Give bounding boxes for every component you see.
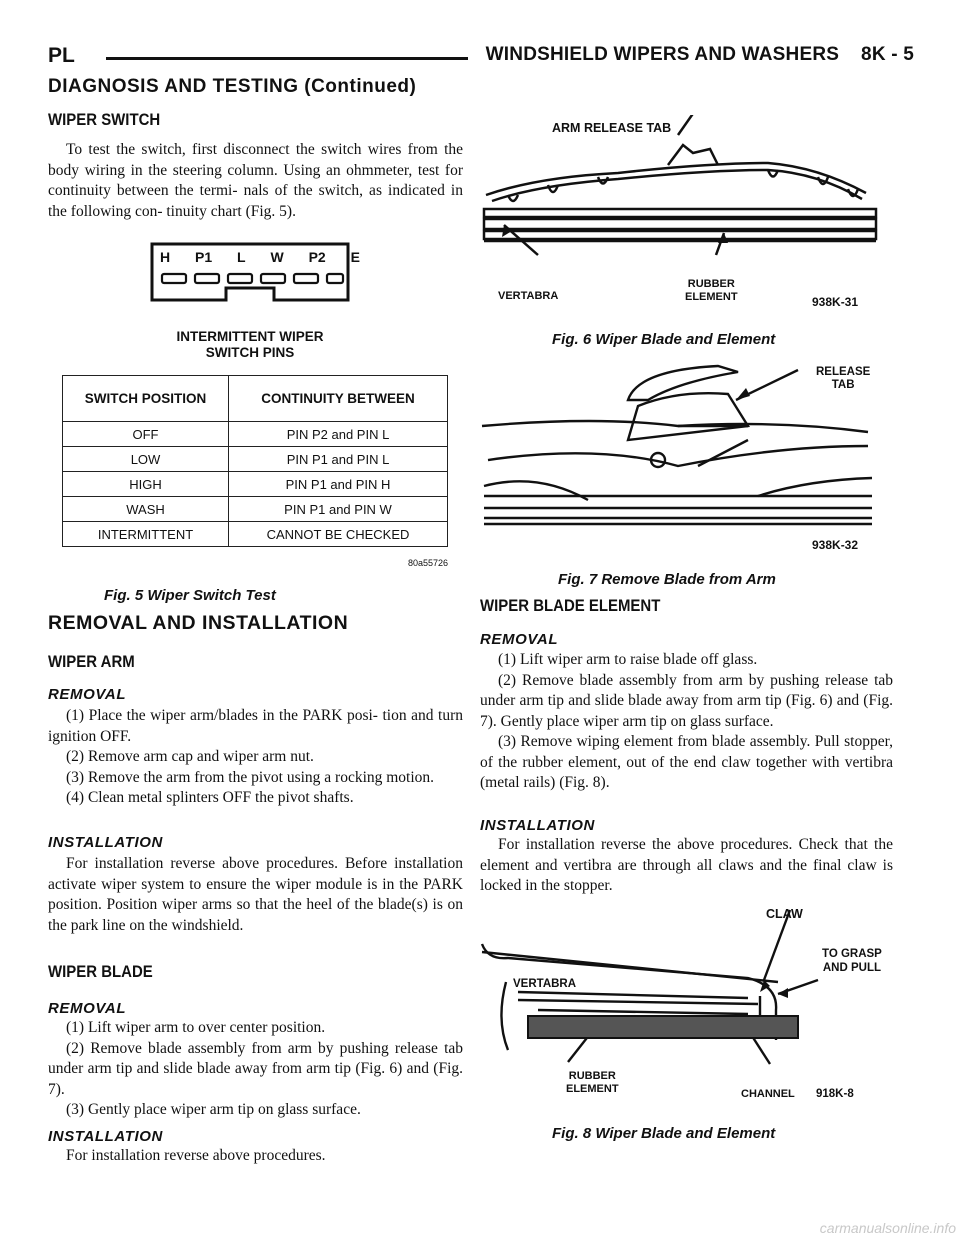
label-arm-release-tab: ARM RELEASE TAB [552,121,672,135]
fig7-code: 938K-32 [812,538,859,552]
wiper-arm-removal-heading: REMOVAL [48,686,127,703]
step: (1) Lift wiper arm to over center position. [66,1019,326,1036]
fig8-wiper-blade-element-illustration [478,900,888,1110]
label-channel: CHANNEL [741,1088,795,1100]
table-header-continuity: CONTINUITY BETWEEN [229,376,448,422]
header-rule [106,57,468,60]
step: (1) Place the wiper arm/blades in the PARK posi- tion and turn ignition OFF. [48,707,463,745]
pin-label: W [270,249,284,265]
table-row: HIGH PIN P1 and PIN H [63,472,448,497]
step: (1) Lift wiper arm to raise blade off glass. [498,651,758,668]
step: (2) Remove arm cap and wiper arm nut. [66,748,314,765]
label-claw: CLAW [766,907,803,921]
blade-element-steps [480,650,893,794]
step: (2) Remove blade assembly from arm by pushing release tab under arm tip and slide blade away from arm tip (Fig. 6) and (Fig. 7). Gently place wiper arm tip on glass surface. [480,671,893,730]
table-row: OFF PIN P2 and PIN L [63,422,448,447]
step: (3) Gently place wiper arm tip on glass surface. [66,1101,361,1118]
label-to-grasp-and-pull: TO GRASP AND PULL [822,948,882,974]
pin-label: E [350,249,360,265]
wiper-arm-heading: WIPER ARM [48,652,135,671]
blade-element-installation-text: For installation reverse the above procedures. Check that the element and vertibra are through all claws and the final claw is locked in the stopper. [480,836,893,894]
watermark: carmanualsonline.info [819,1220,956,1236]
wiper-arm-installation-text: For installation reverse above procedures. Before installation activate wiper system to ensure the wiper module is in the PARK position. Position wiper arms so that the heel of the blade(s) is on the park line on the windshield. [48,855,463,934]
label-release-tab: RELEASE TAB [816,366,871,391]
connector-pin-labels [160,249,360,265]
step: (2) Remove blade assembly from arm by pushing release tab under arm tip and slide blade away from arm tip (Fig. 6) and (Fig. 7). [48,1039,463,1098]
blade-element-removal-heading: REMOVAL [480,631,559,648]
fig5-caption: Fig. 5 Wiper Switch Test [104,587,276,604]
wiper-arm-steps [48,706,463,809]
table-row: LOW PIN P1 and PIN L [63,447,448,472]
wiper-blade-removal-heading: REMOVAL [48,1000,127,1017]
blade-element-installation-heading: INSTALLATION [480,817,595,834]
step: (3) Remove the arm from the pivot using a rocking motion. [66,768,435,786]
label-vertabra: VERTABRA [513,978,577,990]
label-vertabra: VERTABRA [498,290,559,302]
header-section-code: PL [48,44,75,67]
fig8-caption: Fig. 8 Wiper Blade and Element [552,1125,776,1142]
pin-label: P1 [195,249,213,265]
wiper-switch-heading: WIPER SWITCH [48,110,161,129]
step: (4) Clean metal splinters OFF the pivot shafts. [66,789,354,806]
fig8-code: 918K-8 [816,1088,854,1100]
continuity-table [62,375,448,547]
pin-label: P2 [308,249,326,265]
wiper-switch-text: To test the switch, first disconnect the switch wires from the body wiring in the steering column. Using an ohmmeter, test for continuity between the termi- nals of the switch, as indicated in the following con- tinuity chart (Fig. 5). [48,141,463,220]
fig6-caption: Fig. 6 Wiper Blade and Element [552,331,776,348]
wiper-blade-steps [48,1018,463,1121]
wiper-blade-installation-heading: INSTALLATION [48,1128,163,1145]
table-row: INTERMITTENT CANNOT BE CHECKED [63,522,448,547]
step: (3) Remove wiping element from blade assembly. Pull stopper, of the rubber element, out of the end claw together with vertibra (metal rails) (Fig. 8). [480,733,893,791]
table-header-position: SWITCH POSITION [63,376,229,422]
blade-element-heading: WIPER BLADE ELEMENT [480,596,661,615]
label-rubber-element: RUBBER ELEMENT [566,1070,619,1095]
connector-label: INTERMITTENT WIPER SWITCH PINS [176,329,324,360]
label-rubber-element: RUBBER ELEMENT [685,278,738,303]
pin-label: L [237,249,246,265]
removal-installation-heading: REMOVAL AND INSTALLATION [48,612,349,634]
table-header-row [63,376,448,422]
pin-label: H [160,249,171,265]
header-title: WINDSHIELD WIPERS AND WASHERS 8K - 5 [485,44,914,65]
fig7-caption: Fig. 7 Remove Blade from Arm [558,571,776,588]
wiper-blade-installation-text: For installation reverse above procedures. [66,1147,326,1164]
fig5-code: 80a55726 [408,558,449,568]
fig6-wiper-blade-illustration [478,115,888,315]
fig6-code: 938K-31 [812,295,859,309]
wiper-arm-installation-heading: INSTALLATION [48,834,163,851]
continued-heading: DIAGNOSIS AND TESTING (Continued) [48,76,417,97]
table-row: WASH PIN P1 and PIN W [63,497,448,522]
wiper-blade-heading: WIPER BLADE [48,962,153,981]
